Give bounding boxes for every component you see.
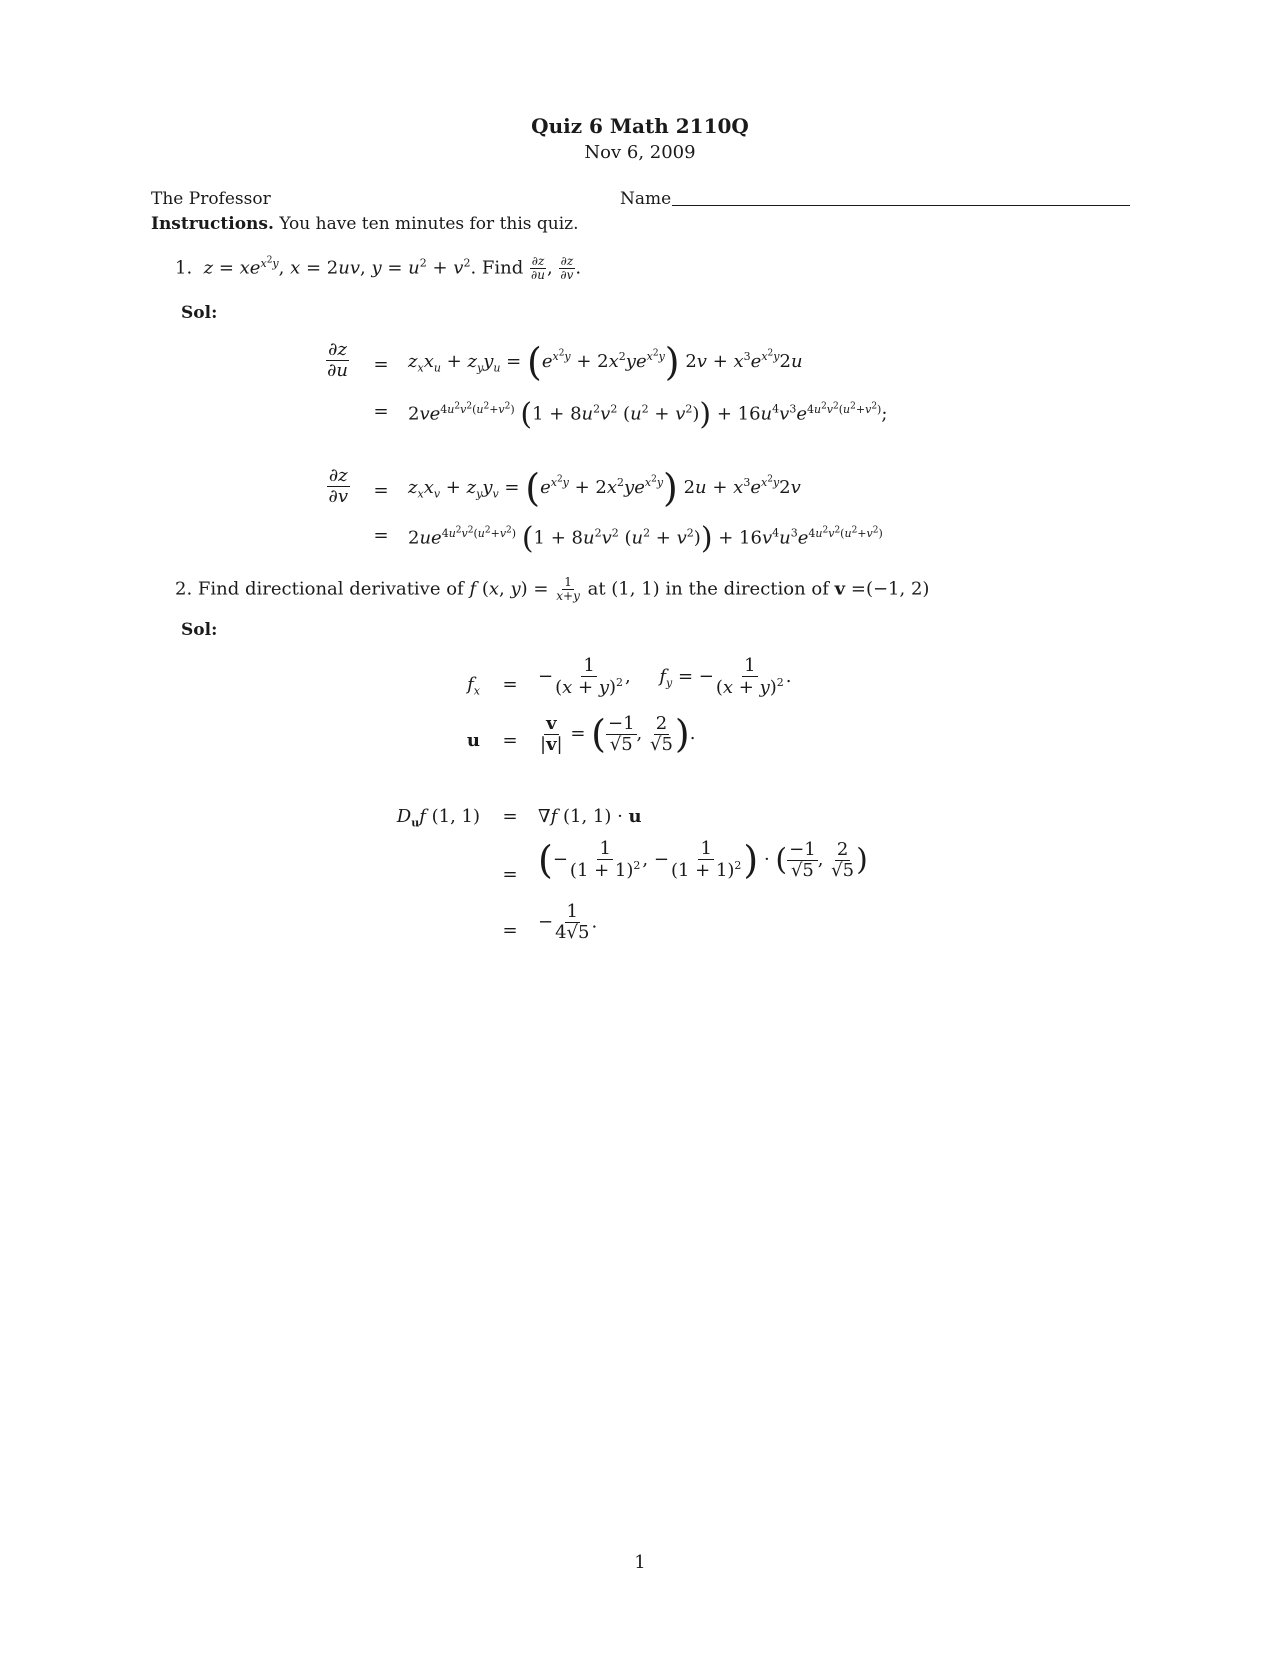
instructions [151, 214, 579, 234]
name-label: Name [620, 189, 672, 209]
dz-du-line-1: $\frac{\partial z}{\partial u}$ = $z_xx_u + z_yy_u = (e^{x^2y} + 2x^2ye^{x^2y}) 2v + x^3e^{x^2y}2u$ [327, 339, 803, 384]
problem-2-text-a: Find directional derivative of [197, 578, 464, 600]
problem-2-statement: 2. Find directional derivative of f (x, y) = $\frac{1}{x+y}$ at (1, 1) in the direction of v =(−1, 2) [175, 575, 930, 604]
page-number: 1 [634, 1552, 646, 1573]
quiz-page: Quiz 6 Math 2110Q Nov 6, 2009 The Professor Name Instructions. You have ten minutes for this quiz. 1. $z = xe^{x^2y}$, x = 2uv, $y = u^2 + v^2$. Find $\frac{\partial z}{\partial u}$ , $\frac{\partial z}{\partial v}$ . Sol: $\frac{\partial z}{\partial u}$ = $z_xx_u + z_yy_u = (e^{x^2y} + 2x^2ye^{x^2y}) 2v + x^3e^{x^2y}2u$ = $2ve^{4u^2v^2(u^2+v^2)}$ ($1 + 8u^2v^2$ $(u^2 + v^2)) + 16u^4v^3e^{4u^2v^2(u^2+v^2)}$; $\frac{\partial z}{\partial v}$ = $z_xx_v + z_yy_v = (e^{x^2y} + 2x^2ye^{x^2y}) 2u + x^3e^{x^2y}2v$ = $2ue^{4u^2v^2(u^2+v^2)}$ ($1 + 8u^2v^2$ $(u^2 + v^2)) + 16v^4u^3e^{4u^2v^2(u^2+v^2)}$ 2. Find directional derivative of f (x, y) = $\frac{1}{x+y}$ at (1, 1) in the direction of v =(−1, 2) Sol: $f_x$ = − $\frac{1}{(x + y)^2}$ , $f_y$ = − $\frac{1}{(x + y)^2}$ . u = $\frac{v}{|v|}$ = ( $\frac{-1}{√5}$ , $\frac{2}{√5}$ ). $D_uf$ (1, 1) = ∇f (1, 1) · u = (− $\frac{1}{(1 + 1)^2}$ , − $\frac{1}{(1 + 1)^2}$ ) · ( $\frac{-1}{√5}$ , $\frac{2}{√5}$ ) = − $\frac{1}{4√5}$ . 1 [0, 0, 1280, 1656]
problem-1-find-label: Find [481, 257, 524, 279]
name-blank-line [672, 205, 1130, 206]
partials-line: $f_x$ = − $\frac{1}{(x + y)^2}$ , $f_y$ = − $\frac{1}{(x + y)^2}$ . [467, 655, 792, 698]
problem-2-number: 2. [175, 578, 193, 600]
problem-2-sol-label: Sol: [181, 620, 218, 640]
problem-1-sol-label: Sol: [181, 303, 218, 323]
author-line: The Professor [151, 189, 271, 209]
problem-1-statement: 1. $z = xe^{x^2y}$, x = 2uv, $y = u^2 + v^2$. Find $\frac{\partial z}{\partial u}$ , $\frac{\partial z}{\partial v}$ . [175, 254, 582, 283]
problem-1-number: 1. [175, 257, 193, 279]
document-date: Nov 6, 2009 [584, 142, 696, 163]
problem-2-text-b: at (1, 1) in the direction of [587, 578, 829, 600]
dz-dv-line-1: $\frac{\partial z}{\partial v}$ = $z_xx_v + z_yy_v = (e^{x^2y} + 2x^2ye^{x^2y}) 2u + x^3e^{x^2y}2v$ [328, 465, 801, 510]
instructions-label: Instructions. [151, 214, 274, 234]
instructions-text: You have ten minutes for this quiz. [279, 214, 579, 234]
document-title: Quiz 6 Math 2110Q [531, 114, 749, 138]
directional-derivative-line-2: = (− $\frac{1}{(1 + 1)^2}$ , − $\frac{1}{(1 + 1)^2}$ ) · ( $\frac{-1}{√5}$ , $\frac{2}{√5}$ ) [502, 838, 868, 885]
unit-vector-line: u = $\frac{v}{|v|}$ = ( $\frac{-1}{√5}$ , $\frac{2}{√5}$ ). [466, 712, 696, 756]
directional-derivative-result: = − $\frac{1}{4√5}$ . [502, 901, 598, 943]
